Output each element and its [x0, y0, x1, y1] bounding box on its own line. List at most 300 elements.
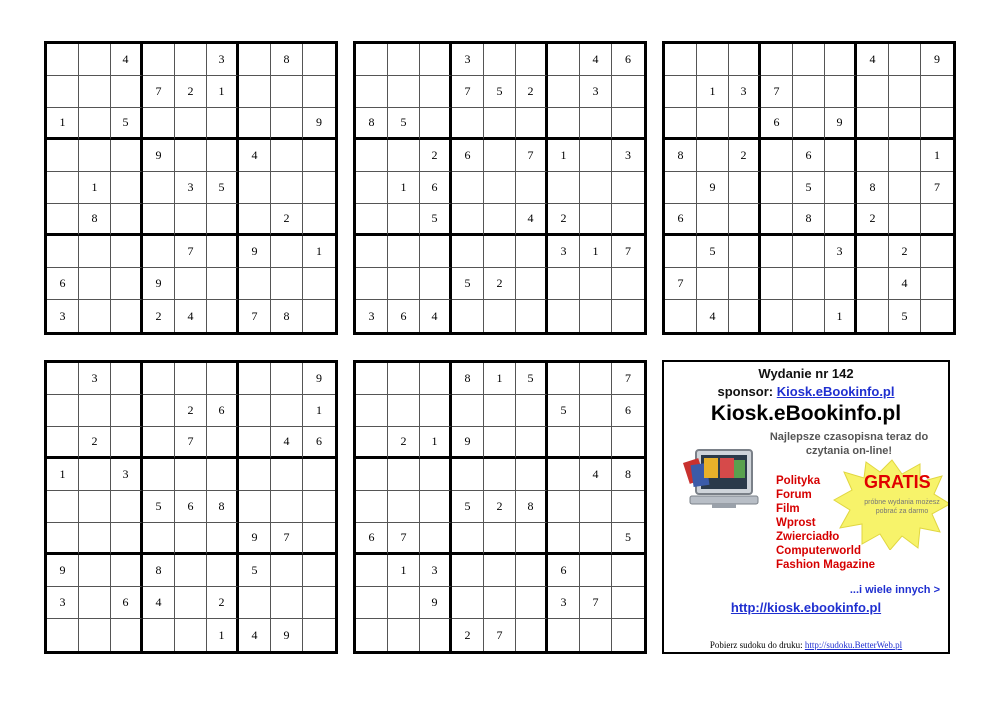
sudoku-cell: 7 [612, 236, 644, 268]
sudoku-cell: 7 [143, 76, 175, 108]
sudoku-cell [356, 619, 388, 651]
magazines-laptop-icon [682, 442, 762, 522]
sudoku-cell: 4 [889, 268, 921, 300]
kiosk-url-link[interactable]: http://kiosk.ebookinfo.pl [730, 600, 882, 615]
sudoku-cell [580, 108, 612, 140]
sudoku-board-5 [353, 360, 647, 654]
sudoku-cell: 7 [612, 363, 644, 395]
sudoku-cell [889, 108, 921, 140]
sudoku-cell: 5 [143, 491, 175, 523]
sudoku-cell: 3 [420, 555, 452, 587]
sudoku-cell: 4 [857, 44, 889, 76]
sudoku-cell [207, 459, 239, 491]
sudoku-cell [356, 236, 388, 268]
sudoku-cell: 9 [239, 523, 271, 555]
sudoku-cell [548, 108, 580, 140]
sudoku-cell [580, 619, 612, 651]
sudoku-cell [516, 459, 548, 491]
sudoku-cell [79, 523, 111, 555]
sudoku-cell: 4 [143, 587, 175, 619]
sudoku-cell [452, 459, 484, 491]
sudoku-cell [516, 108, 548, 140]
sudoku-cell [580, 427, 612, 459]
sudoku-cell: 1 [921, 140, 953, 172]
sudoku-cell: 2 [484, 491, 516, 523]
sudoku-cell [729, 236, 761, 268]
sudoku-cell [420, 459, 452, 491]
sudoku-cell [111, 204, 143, 236]
sudoku-cell [271, 587, 303, 619]
sudoku-cell: 8 [516, 491, 548, 523]
footer-label: Pobierz sudoku do druku: [709, 640, 803, 650]
sudoku-cell [239, 427, 271, 459]
magazine-item: Polityka [776, 475, 821, 487]
sudoku-cell: 3 [612, 140, 644, 172]
sudoku-cell: 5 [420, 204, 452, 236]
sudoku-cell: 4 [580, 459, 612, 491]
sudoku-cell: 9 [420, 587, 452, 619]
sudoku-cell: 6 [452, 140, 484, 172]
sudoku-cell [729, 172, 761, 204]
sudoku-cell [143, 363, 175, 395]
sudoku-cell: 5 [207, 172, 239, 204]
sudoku-cell [239, 459, 271, 491]
sudoku-cell: 2 [420, 140, 452, 172]
sudoku-cell [761, 236, 793, 268]
sudoku-cell: 6 [47, 268, 79, 300]
sudoku-cell: 2 [143, 300, 175, 332]
sudoku-cell: 9 [143, 268, 175, 300]
sudoku-cell [452, 395, 484, 427]
sudoku-cell [516, 587, 548, 619]
sudoku-cell: 2 [79, 427, 111, 459]
sudoku-cell [175, 204, 207, 236]
sudoku-cell: 2 [271, 204, 303, 236]
sudoku-cell [665, 76, 697, 108]
sudoku-cell [420, 363, 452, 395]
sudoku-cell [388, 204, 420, 236]
sudoku-cell: 9 [452, 427, 484, 459]
sudoku-cell [484, 44, 516, 76]
sudoku-cell [271, 236, 303, 268]
sudoku-cell: 2 [388, 427, 420, 459]
sudoku-cell [825, 172, 857, 204]
sudoku-cell: 3 [452, 44, 484, 76]
sudoku-cell [793, 44, 825, 76]
sudoku-cell [79, 300, 111, 332]
sudoku-cell [857, 108, 889, 140]
sudoku-cell: 7 [175, 236, 207, 268]
sudoku-cell [729, 268, 761, 300]
sudoku-cell [79, 268, 111, 300]
sudoku-cell [612, 172, 644, 204]
sudoku-cell [548, 363, 580, 395]
sudoku-cell [516, 555, 548, 587]
sudoku-cell [921, 204, 953, 236]
sudoku-cell [484, 395, 516, 427]
sudoku-cell: 4 [111, 44, 143, 76]
magazine-item: Zwierciadło [776, 531, 840, 543]
sudoku-cell [516, 268, 548, 300]
sudoku-cell [239, 268, 271, 300]
sudoku-cell: 8 [452, 363, 484, 395]
sudoku-cell: 1 [47, 459, 79, 491]
sudoku-cell [793, 236, 825, 268]
sudoku-cell: 3 [175, 172, 207, 204]
sudoku-cell: 7 [452, 76, 484, 108]
sudoku-cell: 3 [79, 363, 111, 395]
sudoku-cell: 2 [484, 268, 516, 300]
sudoku-cell [452, 555, 484, 587]
sudoku-cell [548, 300, 580, 332]
sudoku-cell [271, 459, 303, 491]
sudoku-cell [793, 76, 825, 108]
sudoku-cell [111, 619, 143, 651]
footer-line [664, 640, 948, 650]
sudoku-board-4 [44, 360, 338, 654]
magazine-item: Fashion Magazine [776, 559, 876, 571]
sudoku-cell [516, 523, 548, 555]
sudoku-cell [761, 268, 793, 300]
sudoku-cell [484, 108, 516, 140]
tagline: Najlepsze czasopisna teraz do czytania on-line! [769, 431, 929, 457]
sudoku-cell [239, 587, 271, 619]
sudoku-cell [239, 204, 271, 236]
sudoku-cell: 1 [580, 236, 612, 268]
sudoku-cell: 3 [356, 300, 388, 332]
sudoku-cell [303, 172, 335, 204]
sudoku-cell [207, 427, 239, 459]
sudoku-cell [484, 172, 516, 204]
sudoku-cell [356, 459, 388, 491]
sudoku-cell [452, 172, 484, 204]
sudoku-cell [420, 108, 452, 140]
sudoku-cell: 6 [548, 555, 580, 587]
sudoku-cell [207, 363, 239, 395]
sudoku-board-3 [662, 41, 956, 335]
sudoku-cell [761, 300, 793, 332]
sudoku-cell [175, 363, 207, 395]
sudoku-cell: 7 [239, 300, 271, 332]
sudoku-cell [889, 76, 921, 108]
sudoku-cell [388, 44, 420, 76]
sudoku-cell [580, 140, 612, 172]
sudoku-cell [825, 204, 857, 236]
sudoku-cell [825, 76, 857, 108]
more-link[interactable]: ...i wiele innych > [849, 584, 940, 596]
sudoku-cell [388, 140, 420, 172]
sudoku-cell [47, 491, 79, 523]
sudoku-cell [143, 236, 175, 268]
sudoku-cell [388, 76, 420, 108]
sudoku-cell [580, 523, 612, 555]
sudoku-cell [857, 268, 889, 300]
sudoku-cell [111, 76, 143, 108]
sudoku-cell [484, 427, 516, 459]
sudoku-cell [303, 587, 335, 619]
sudoku-cell: 8 [207, 491, 239, 523]
sudoku-cell [303, 140, 335, 172]
sudoku-cell: 1 [825, 300, 857, 332]
sudoku-cell [761, 172, 793, 204]
sudoku-cell [79, 619, 111, 651]
sudoku-cell [793, 300, 825, 332]
sudoku-cell: 8 [143, 555, 175, 587]
sudoku-cell: 5 [697, 236, 729, 268]
sudoku-cell: 1 [47, 108, 79, 140]
sudoku-cell: 4 [271, 427, 303, 459]
sudoku-cell [271, 268, 303, 300]
sudoku-cell [729, 300, 761, 332]
sudoku-cell: 7 [388, 523, 420, 555]
sudoku-cell [303, 76, 335, 108]
sudoku-cell: 3 [47, 587, 79, 619]
sudoku-cell [356, 555, 388, 587]
footer-link[interactable]: http://sudoku.BetterWeb.pl [804, 640, 903, 650]
sudoku-cell [825, 140, 857, 172]
sudoku-cell [47, 619, 79, 651]
sudoku-cell [356, 395, 388, 427]
sudoku-cell [420, 395, 452, 427]
sudoku-cell [857, 300, 889, 332]
sudoku-cell [697, 268, 729, 300]
sudoku-cell [356, 587, 388, 619]
sudoku-cell [420, 76, 452, 108]
sudoku-cell [580, 395, 612, 427]
sudoku-cell [79, 44, 111, 76]
sudoku-cell [47, 76, 79, 108]
sudoku-cell [79, 587, 111, 619]
sudoku-cell [548, 459, 580, 491]
sudoku-cell: 2 [729, 140, 761, 172]
sudoku-cell [420, 619, 452, 651]
magazine-item: Film [776, 503, 800, 515]
sudoku-cell [729, 44, 761, 76]
sudoku-cell [47, 395, 79, 427]
sudoku-cell: 9 [271, 619, 303, 651]
sudoku-cell: 8 [271, 300, 303, 332]
sudoku-cell: 9 [143, 140, 175, 172]
sudoku-cell [207, 236, 239, 268]
gratis-note: próbne wydania możesz pobrać za darmo [864, 499, 940, 515]
sudoku-cell [921, 268, 953, 300]
sudoku-cell [143, 204, 175, 236]
sudoku-cell [79, 555, 111, 587]
sudoku-cell [143, 108, 175, 140]
sudoku-cell: 6 [793, 140, 825, 172]
sudoku-cell: 3 [548, 236, 580, 268]
sudoku-cell: 4 [239, 619, 271, 651]
sudoku-cell [857, 140, 889, 172]
sudoku-cell [175, 108, 207, 140]
sudoku-cell [239, 395, 271, 427]
sudoku-cell: 9 [697, 172, 729, 204]
sudoku-cell [665, 236, 697, 268]
sudoku-cell [612, 108, 644, 140]
sudoku-cell [207, 140, 239, 172]
sudoku-cell [580, 204, 612, 236]
sudoku-cell [548, 172, 580, 204]
sudoku-cell [79, 108, 111, 140]
sudoku-cell [207, 108, 239, 140]
sudoku-cell [356, 427, 388, 459]
sudoku-cell [516, 172, 548, 204]
sudoku-cell [729, 108, 761, 140]
sudoku-cell [793, 268, 825, 300]
sudoku-cell [388, 395, 420, 427]
sudoku-cell [420, 236, 452, 268]
sudoku-cell [580, 268, 612, 300]
sudoku-cell: 9 [239, 236, 271, 268]
sudoku-cell [303, 523, 335, 555]
sudoku-cell [665, 108, 697, 140]
sudoku-cell: 1 [79, 172, 111, 204]
sudoku-cell [388, 363, 420, 395]
sudoku-cell [47, 236, 79, 268]
sudoku-cell [111, 172, 143, 204]
sudoku-cell [516, 236, 548, 268]
magazine-item: Wprost [776, 517, 816, 529]
sudoku-cell [175, 555, 207, 587]
sudoku-cell [239, 108, 271, 140]
sudoku-cell: 5 [612, 523, 644, 555]
brand-title: Kiosk.eBookinfo.pl [710, 402, 902, 425]
sudoku-cell: 2 [175, 395, 207, 427]
sudoku-cell [111, 427, 143, 459]
sudoku-cell: 2 [548, 204, 580, 236]
sudoku-cell [303, 459, 335, 491]
sudoku-cell [612, 427, 644, 459]
sudoku-cell: 8 [793, 204, 825, 236]
sudoku-cell [612, 76, 644, 108]
sudoku-cell: 1 [303, 395, 335, 427]
sudoku-board-2 [353, 41, 647, 335]
sudoku-cell: 6 [111, 587, 143, 619]
sudoku-cell: 1 [420, 427, 452, 459]
sudoku-cell [175, 523, 207, 555]
sudoku-cell: 5 [548, 395, 580, 427]
sudoku-cell: 2 [516, 76, 548, 108]
sudoku-cell [79, 395, 111, 427]
sudoku-cell [825, 44, 857, 76]
sudoku-cell [303, 268, 335, 300]
sudoku-cell: 8 [271, 44, 303, 76]
sudoku-cell: 7 [761, 76, 793, 108]
sudoku-cell [484, 236, 516, 268]
sudoku-cell [452, 108, 484, 140]
sudoku-cell [420, 523, 452, 555]
sudoku-cell: 9 [303, 363, 335, 395]
sudoku-cell [303, 619, 335, 651]
sudoku-cell: 6 [420, 172, 452, 204]
sudoku-board-1 [44, 41, 338, 335]
sudoku-cell [47, 44, 79, 76]
sudoku-cell [175, 587, 207, 619]
sudoku-cell: 2 [452, 619, 484, 651]
sudoku-cell [612, 204, 644, 236]
sudoku-cell: 7 [921, 172, 953, 204]
sudoku-cell [271, 76, 303, 108]
sudoku-cell: 3 [825, 236, 857, 268]
sudoku-cell: 3 [111, 459, 143, 491]
sponsor-line [664, 384, 948, 399]
sudoku-cell: 5 [111, 108, 143, 140]
sudoku-cell [303, 44, 335, 76]
sudoku-cell [612, 300, 644, 332]
sudoku-cell [857, 236, 889, 268]
gratis-label: GRATIS [864, 472, 931, 492]
sudoku-cell [484, 459, 516, 491]
sudoku-cell [548, 491, 580, 523]
sudoku-cell [516, 395, 548, 427]
sudoku-cell [47, 204, 79, 236]
sudoku-cell: 5 [516, 363, 548, 395]
sudoku-cell: 6 [207, 395, 239, 427]
sudoku-cell [239, 172, 271, 204]
sudoku-cell: 5 [388, 108, 420, 140]
sudoku-cell [388, 587, 420, 619]
sudoku-cell: 5 [239, 555, 271, 587]
sudoku-cell [665, 300, 697, 332]
sponsor-ad-panel [662, 360, 950, 654]
sudoku-cell [889, 140, 921, 172]
sudoku-cell: 1 [207, 76, 239, 108]
sudoku-cell [548, 76, 580, 108]
sudoku-cell [452, 236, 484, 268]
sudoku-cell [111, 491, 143, 523]
sudoku-cell: 7 [580, 587, 612, 619]
sudoku-cell [175, 619, 207, 651]
sudoku-cell [111, 363, 143, 395]
sudoku-cell [452, 204, 484, 236]
sudoku-cell: 6 [612, 44, 644, 76]
sudoku-cell [207, 204, 239, 236]
sudoku-cell [356, 76, 388, 108]
sudoku-cell: 7 [175, 427, 207, 459]
sudoku-cell [825, 268, 857, 300]
sudoku-cell: 6 [175, 491, 207, 523]
sudoku-cell: 4 [580, 44, 612, 76]
sudoku-cell [111, 555, 143, 587]
sponsor-link[interactable]: Kiosk.eBookinfo.pl [776, 384, 895, 399]
sudoku-cell: 8 [356, 108, 388, 140]
sudoku-cell [889, 204, 921, 236]
sudoku-cell [580, 555, 612, 587]
sudoku-cell [516, 300, 548, 332]
sudoku-cell [303, 300, 335, 332]
sudoku-cell [271, 140, 303, 172]
sudoku-cell: 8 [857, 172, 889, 204]
sudoku-cell: 1 [548, 140, 580, 172]
sudoku-cell: 1 [207, 619, 239, 651]
sudoku-cell [452, 587, 484, 619]
sudoku-cell: 4 [175, 300, 207, 332]
sudoku-cell [47, 363, 79, 395]
magazine-item: Forum [776, 489, 812, 501]
sudoku-cell: 2 [175, 76, 207, 108]
sudoku-cell: 6 [665, 204, 697, 236]
sudoku-cell [452, 300, 484, 332]
sudoku-cell [484, 523, 516, 555]
sudoku-cell: 3 [47, 300, 79, 332]
sudoku-cell: 9 [47, 555, 79, 587]
sudoku-cell [921, 236, 953, 268]
sudoku-cell [548, 523, 580, 555]
sudoku-cell [143, 427, 175, 459]
sudoku-cell: 3 [729, 76, 761, 108]
sudoku-cell [857, 76, 889, 108]
sudoku-cell: 6 [388, 300, 420, 332]
